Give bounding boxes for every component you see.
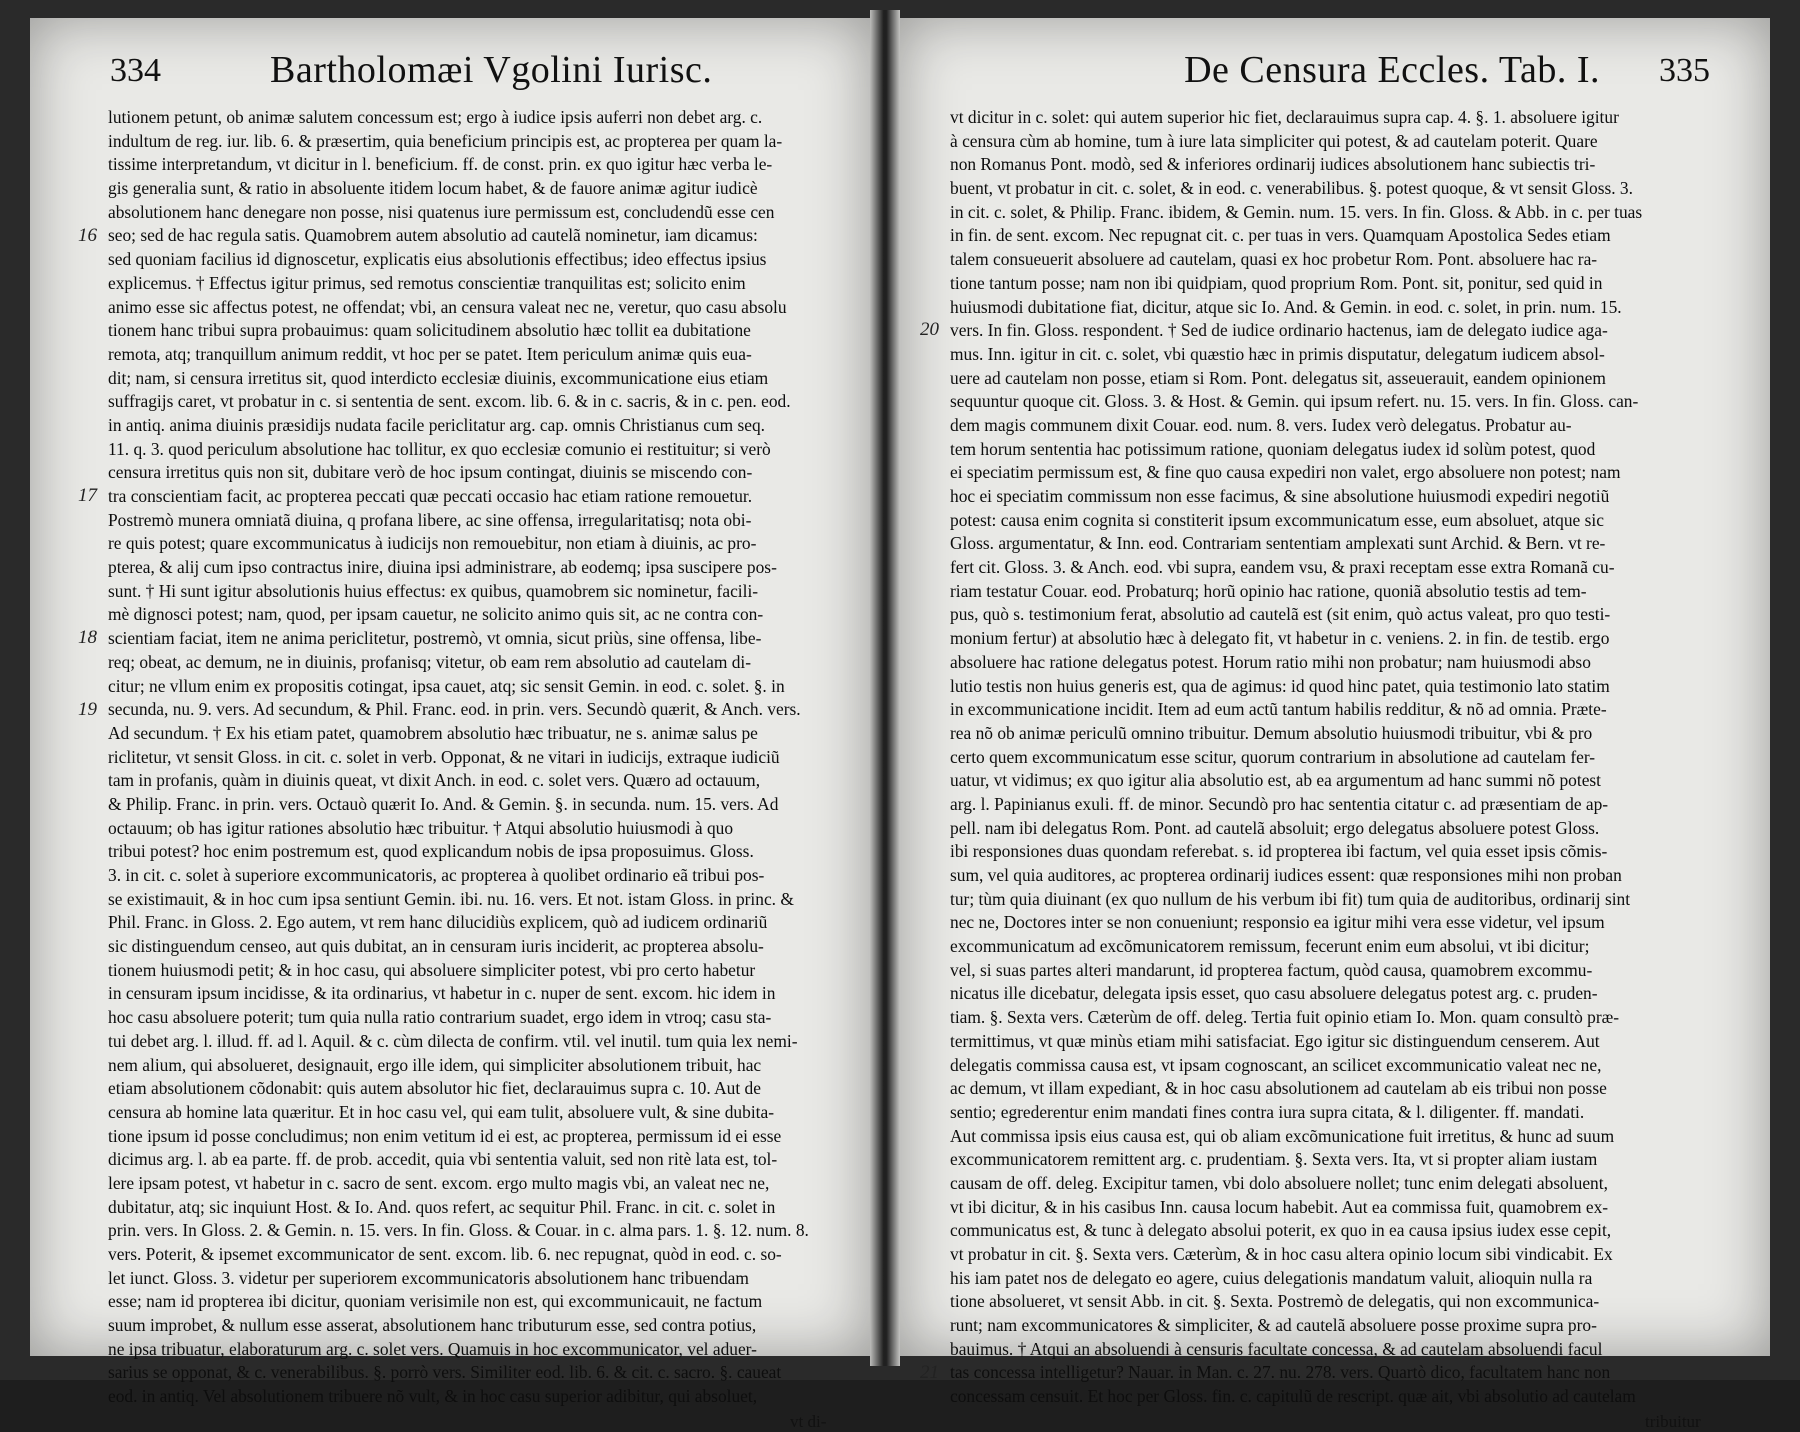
text-line: tionem huiusmodi petit; & in hoc casu, qui absoluere simpliciter potest, vbi pro certo habetur [108,959,756,980]
page-number: 334 [110,52,161,89]
text-line: dubitatur, atq; sic inquiunt Host. & Io. And. quos refert, ac sequitur Phil. Franc. in cit. c. solet in [108,1196,776,1217]
text-line: vt ibi dicitur, & in his casibus Inn. causa locum habebit. Aut ea commissa fuit, quamobrem ex- [950,1196,1609,1217]
text-line: eod. in antiq. Vel absolutionem tribuere nõ vult, & in hoc casu superior adibitur, qui absoluet, [108,1386,758,1407]
text-line: in antiq. anima diuinis præsidijs nudata facile periclitatur arg. cap. omnis Christianus cum seq. [108,414,766,435]
text-line: tra conscientiam facit, ac propterea peccati quæ peccati occasio hac etiam ratione remouetur. [108,486,753,506]
text-line: Gloss. argumentatur, & Inn. eod. Contrariam sententiam amplexati sunt Archid. & Bern. vt re- [950,533,1606,554]
text-line: animo esse sic affectus potest, ne offendat; vbi, an censura valeat nec ne, veretur, quo casu absolu [108,296,787,317]
running-title: Bartholomæi Vgolini Iurisc. [270,49,713,91]
section-number-marker: 16 [78,224,97,246]
text-line: in fin. de sent. excom. Nec repugnat cit. c. per tuas in vers. Quamquam Apostolica Sedes etiam [950,225,1611,246]
text-line: gis generalia sunt, & ratio in absoluente itidem locum habet, & de fauore animæ agitur iudicè [108,178,758,199]
text-line: octauum; ob has igitur rationes absolutio hæc tribuitur. † Atqui absolutio huiusmodi à quo [108,817,734,838]
text-line: absoluere hac ratione delegatus potest. Horum ratio mihi non probatur; nam huiusmodi abso [950,651,1591,672]
text-line: let iunct. Gloss. 3. videtur per superiorem excommunicatoris absolutionem hanc tribuendam [108,1267,749,1288]
text-line: tione absolueret, vt sensit Abb. in cit. §. Sexta. Postremò de delegatis, qui non excommunica- [950,1291,1600,1312]
text-line: causam de off. deleg. Excipitur tamen, vbi dolo absoluere nollet; tunc enim delegati absoluent, [950,1172,1608,1193]
text-line: prin. vers. In Gloss. 2. & Gemin. n. 15. vers. In fin. Gloss. & Couar. in c. alma pars. 1. §. 12. num. 8. [108,1220,809,1241]
text-line: tem horum sententia hac potissimum ratione, quoniam delegatus iudex id solùm potest, quod [950,438,1596,459]
text-line: ibi responsiones duas quondam referebat. s. id propterea ibi factum, vel quia esset ipsis cõmis- [950,841,1608,862]
text-line: absolutionem hanc denegare non posse, nisi quatenus iure permissum est, concludendũ esse cen [108,201,775,222]
text-line: se existimauit, & in hoc cum ipsa sentiunt Gemin. ibi. nu. 16. vers. Et not. istam Gloss. in princ. & [108,888,794,909]
text-line: uere ad cautelam non posse, etiam si Rom. Pont. delegatus sit, asseuerauit, eandem opinionem [950,367,1606,388]
text-line: hoc ei speciatim commissum non esse facimus, & sine absolutione huiusmodi expediri negotiũ [950,486,1610,506]
text-line: tam in profanis, quàm in diuinis queat, vt dixit Anch. in eod. c. solet vers. Quæro ad octauum, [108,770,761,791]
text-line: certo quem excommunicatum esse scitur, quorum contrarium in absolutione ad cautelam fer- [950,746,1596,767]
text-line: req; obeat, ac demum, ne in diuinis, profanisq; vitetur, ob eam rem absolutio ad cautelam di- [108,651,752,672]
text-line: rea nõ ob animæ periculũ omnino tribuitur. Demum absolutio huiusmodi tribuitur, vbi & pro [950,722,1593,743]
text-line: ne ipsa tribuatur, elaboraturum arg. c. solet vers. Quamuis in hoc excommunicator, vel aduer- [108,1338,757,1359]
text-line: monium fertur) at absolutio hæc à delegato fit, vt habetur in c. veniens. 2. in fin. de testib. ergo [950,628,1610,649]
text-line: ac demum, vt illam expediant, & in hoc casu absolutionem ad cautelam ab eis tribui non posse [950,1078,1607,1099]
left-text-block [108,106,848,1409]
text-line: riclitetur, vt sensit Gloss. in cit. c. solet in verb. Opponat, & ne vitari in iudicijs, extraque iudiciũ [108,746,780,767]
text-line: censura ab homine lata quæritur. Et in hoc casu vel, qui eam tulit, absoluere vult, & sine dubita- [108,1101,774,1122]
book-gutter [870,10,900,1366]
text-line: dit; nam, si censura irretitus sit, quod interdicto ecclesiæ diuinis, excommunicatione eius etiam [108,367,769,388]
text-line: pus, quò s. testimonium ferat, absolutio ad cautelã est (sit enim, quò actus valeat, pro quo testi- [950,604,1611,625]
text-line: Postremò munera omniatã diuina, q profana libere, ac sine offensa, irregularitatisq; nota obi- [108,509,752,530]
text-line: fert cit. Gloss. 3. & Anch. eod. vbi supra, eandem vsu, & praxi receptam esse extra Romanã cu- [950,557,1615,578]
text-line: re quis potest; quare excommunicatus à iudicijs non remouebitur, non etiam à diuinis, ac pro- [108,533,757,554]
text-line: mè dignosci potest; nam, quod, per ipsam cauetur, ne solicito animo quis sit, ac ne contra con- [108,604,764,625]
section-number-marker: 17 [78,485,97,507]
text-line: runt; nam excommunicatores & simpliciter, & ad cautelã absoluere posse proxime supra pro- [950,1315,1597,1336]
text-line: tissime interpretandum, vt dicitur in l. beneficium. ff. de const. prin. ex quo igitur hæc verba le- [108,154,773,175]
text-line: termittimus, vt quæ minùs etiam mihi satisfaciat. Ego igitur sic distinguendum censerem. Aut [950,1030,1600,1051]
catchword: vt di- [790,1411,827,1431]
text-line: hoc casu absoluere poterit; tum quia nulla ratio contrarium suadet, ergo idem in vtroq; casu sta- [108,1007,772,1028]
text-line: seo; sed de hac regula satis. Quamobrem autem absolutio ad cautelã nominetur, iam dicamus: [108,225,758,246]
text-line: tui debet arg. l. illud. ff. ad l. Aquil. & c. cùm dilecta de confirm. vtil. vel inutil. tum quia lex nemi- [108,1030,798,1051]
text-line: nem alium, qui absolueret, designauit, ergo ille idem, qui simpliciter absolutionem tribuit, hac [108,1054,762,1075]
right-running-head [900,40,1770,100]
text-line: pell. nam ibi delegatus Rom. Pont. ad cautelã absoluit; ergo delegatus absoluere potest Gloss. [950,817,1600,838]
text-line: pterea, & alij cum ipso contractus inire, diuina ipsi administrare, ab eodemq; ipsa suscipere pos- [108,557,777,578]
text-line: vt dicitur in c. solet: qui autem superior hic fiet, declarauimus supra cap. 4. §. 1. absoluere igitur [950,107,1619,127]
text-line: sentio; egrederentur enim mandati fines contra iura supra citata, & l. diligenter. ff. mandati. [950,1101,1585,1122]
text-line: sequuntur quoque cit. Gloss. 3. & Host. & Gemin. qui ipsum refert. nu. 15. vers. In fin. Gloss. can- [950,391,1639,412]
text-line: tione ipsum id posse concludimus; non enim vetitum id ei est, ac propterea, permissum id ei esse [108,1125,782,1146]
text-line: sed quoniam facilius id dignoscetur, explicatis eius absolutionis effectibus; ideo effectus ipsius [108,249,767,270]
text-line: tionem hanc tribui supra probauimus: quam solicitudinem absolutio hæc tollit ea dubitatione [108,320,751,341]
left-page [30,18,870,1431]
text-line: arg. l. Papinianus exuli. ff. de minor. Secundò pro hac sententia citatur c. ad præsentiam de ap- [950,793,1609,814]
text-line: explicemus. † Effectus igitur primus, sed remotus conscientiæ tranquilitas est; solicito enim [108,272,746,293]
text-line: potest: causa enim cognita si constiterit ipsum excommunicatum esse, eum absoluet, atque sic [950,509,1604,530]
text-line: Phil. Franc. in Gloss. 2. Ego autem, vt rem hanc dilucidiùs explicem, quò ad iudicem ordinariũ [108,912,768,933]
text-line: indultum de reg. iur. lib. 6. & præsertim, quia beneficium principis est, ac propterea per quam la- [108,130,783,151]
text-line: lutionem petunt, ob animæ salutem concessum est; ergo à iudice ipsis auferri non debet arg. c. [108,107,763,127]
text-line: citur; ne vllum enim ex propositis cotingat, ipsa cauet, atq; sic sensit Gemin. in eod. c. solet. §. in [108,675,785,696]
text-line: mus. Inn. igitur in cit. c. solet, vbi quæstio hæc in primis disputatur, delegatum iudicem absol- [950,343,1605,364]
text-line: suffragijs caret, vt probatur in c. si sententia de sent. excom. lib. 6. & in c. sacris, & in c. pen. eod. [108,391,791,412]
text-line: communicatus est, & tunc à delegato absolui poterit, ex quo in ea causa ipsius iudex esse cepit, [950,1220,1612,1241]
text-line: in excommunicatione incidit. Item ad eum actũ tantum habilis redditur, & nõ ad omnia. Præte- [950,699,1607,720]
text-line: riam testatur Couar. eod. Probaturq; horũ opinio hac ratione, quoniã absolutio testis ad tem- [950,580,1587,601]
text-line: vers. Poterit, & ipsemet excommunicator de sent. excom. lib. 6. nec repugnat, quòd in eod. c. so- [108,1244,782,1264]
right-text-block [950,106,1710,1409]
text-line: lere ipsam potest, vt habetur in c. sacro de sent. excom. ergo multo magis vbi, an valeat nec ne, [108,1172,770,1193]
section-number-marker: 18 [78,627,97,649]
text-line: dicimus arg. l. ab ea parte. ff. de prob. accedit, quia vbi sententia valuit, sed non ritè lata est, tol- [108,1149,778,1170]
text-line: tiam. §. Sexta vers. Cæterùm de off. deleg. Tertia fuit opinio etiam Io. Mon. quam consultò præ- [950,1007,1620,1028]
text-line: tribui potest? hoc enim postremum est, quod explicandum nobis de ipsa proposuimus. Gloss. [108,841,754,862]
text-line: delegatis commissa causa est, vt ipsam cognoscant, an scilicet excommunicatio valeat nec ne, [950,1054,1602,1075]
right-page [900,18,1770,1431]
text-line: Aut commissa ipsis eius causa est, qui ob aliam excõmunicatione fuit irretitus, & hunc ad suum [950,1125,1615,1146]
text-line: 11. q. 3. quod periculum absolutione hac tollitur, ex quo ecclesiæ comunio ei restituitur; si verò [108,438,771,459]
text-line: suum improbet, & nullum esse asserat, absolutionem hanc tributurum esse, sed contra potius, [108,1315,757,1336]
text-line: tur; tùm quia diuinant (ex quo nullum de his verbum ibi fit) tum quia de auditoribus, ordinarij sint [950,888,1631,909]
text-line: tas concessa intelligetur? Nauar. in Man. c. 27. nu. 278. vers. Quartò dico, facultatem hanc non [950,1362,1611,1383]
section-number-marker: 20 [920,319,939,341]
text-line: 3. in cit. c. solet à superiore excommunicatoris, ac propterea à quolibet ordinario eã tribui pos- [108,865,765,885]
text-line: sunt. † Hi sunt igitur absolutionis huius effectus: ex quibus, quamobrem sic nominetur, facili- [108,580,759,601]
catchword: tribuitur [1645,1411,1701,1431]
text-line: bauimus. † Atqui an absoluendi à censuris facultate concessa, & ad cautelam absoluendi facul [950,1338,1603,1359]
text-line: secunda, nu. 9. vers. Ad secundum, & Phil. Franc. eod. in prin. vers. Secundò quærit, & Anch. vers. [108,699,801,720]
text-line: in censuram ipsum incidisse, & ita ordinarius, vt habetur in c. nuper de sent. excom. hic idem in [108,983,776,1004]
text-line: in cit. c. solet, & Philip. Franc. ibidem, & Gemin. num. 15. vers. In fin. Gloss. & Abb. in c. per tuas [950,201,1643,222]
left-running-head [30,40,870,100]
text-line: lutio testis non huius generis est, qua de agimus: id quod hinc patet, quia testimonio lato statim [950,675,1610,696]
text-line: à censura cùm ab homine, tum à iure lata simpliciter qui potest, & ad cautelam poterit. Quare [950,130,1598,151]
text-line: vel, si suas partes alteri mandarunt, id propterea factum, quòd causa, quamobrem excommu- [950,959,1593,980]
text-line: remota, atq; tranquillum animum reddit, vt hoc per se patet. Item periculum animæ quis eua- [108,343,752,364]
text-line: sic distinguendum censeo, aut quis dubitat, an in censuram iuris inciderit, ac propterea absolu- [108,936,764,957]
text-line: scientiam faciat, item ne anima periclitetur, postremò, vt omnia, sicut priùs, sine offensa, libe- [108,628,762,649]
text-line: non Romanus Pont. modò, sed & inferiores ordinarij iudices absolutionem hanc subiectis tri- [950,154,1596,175]
text-line: buent, vt probatur in cit. c. solet, & in eod. c. venerabilibus. §. potest quoque, & vt sensit Gloss. 3. [950,178,1633,199]
text-line: vt probatur in cit. §. Sexta vers. Cæterùm, & in hoc casu altera opinio locum sibi vindicabit. Ex [950,1244,1613,1264]
text-line: Ad secundum. † Ex his etiam patet, quamobrem absolutio hæc tribuatur, ne s. animæ salus pe [108,722,758,743]
text-line: concessam censuit. Et hoc per Gloss. fin. c. capitulũ de rescript. quæ ait, vbi absolutio ad cautelam [950,1386,1636,1407]
text-line: & Philip. Franc. in prin. vers. Octauò quærit Io. And. & Gemin. §. in secunda. num. 15. vers. Ad [108,793,779,814]
text-line: esse; nam id propterea ibi dicitur, quoniam verisimile non est, qui excommunicauit, ne factum [108,1291,763,1312]
page-number: 335 [1659,52,1710,89]
text-line: uatur, vt vidimus; ex quo igitur alia absolutio est, ab ea argumentum ad hanc summi nõ potest [950,770,1602,791]
text-line: censura irretitus quis non sit, dubitare verò de hoc ipsum contingat, diuinis se miscendo con- [108,462,753,483]
text-line: nicatus ille dicebatur, delegata ipsis esset, quo casu absoluere delegatus potest arg. c. pruden- [950,983,1598,1004]
running-title: De Censura Eccles. Tab. I. [1184,49,1600,91]
section-number-marker: 21 [920,1362,939,1384]
text-line: nec ne, Doctores inter se non conueniunt; responsio ea igitur mihi vera esse videtur, vel ipsum [950,912,1605,933]
text-line: vers. In fin. Gloss. respondent. † Sed de iudice ordinario hactenus, iam de delegato iudice aga- [950,320,1608,341]
text-line: sum, vel quia auditores, ac propterea ordinarij iudices essent: quæ responsiones mihi non proban [950,865,1622,885]
text-line: excommunicatum ad excõmunicatorem remissum, fecerunt enim eum absolui, vt ibi dicitur; [950,936,1590,957]
text-line: etiam absolutionem cõdonabit: quis autem absolutor hic fiet, declarauimus supra c. 10. Aut de [108,1078,761,1099]
text-line: tione tantum posse; nam non ibi quidpiam, quod proprium Rom. Pont. sit, ponitur, sed quid in [950,272,1603,293]
text-line: dem magis communem dixit Couar. eod. num. 8. vers. Iudex verò delegatus. Probatur au- [950,414,1572,435]
section-number-marker: 19 [78,698,97,720]
text-line: talem consueuerit absoluere ad cautelam, quasi ex hoc probetur Rom. Pont. absoluere hac ra- [950,249,1598,270]
text-line: ei speciatim permissum est, & fine quo causa expediri non valet, ergo absoluere non potest; nam [950,462,1621,483]
text-line: his iam patet nos de delegato eo agere, cuius delegationis mandatum valuit, alioquin nulla ra [950,1267,1593,1288]
text-line: huiusmodi dubitatione fiat, dicitur, atque sic Io. And. & Gemin. in eod. c. solet, in prin. num. 15. [950,296,1622,317]
text-line: excommunicatorem remittent arg. c. prudentiam. §. Sexta vers. Ita, vt si propter aliam iustam [950,1149,1598,1170]
text-line: sarius se opponat, & c. venerabilibus. §. porrò vers. Similiter eod. lib. 6. & cit. c. sacro. §. caueat [108,1362,782,1383]
